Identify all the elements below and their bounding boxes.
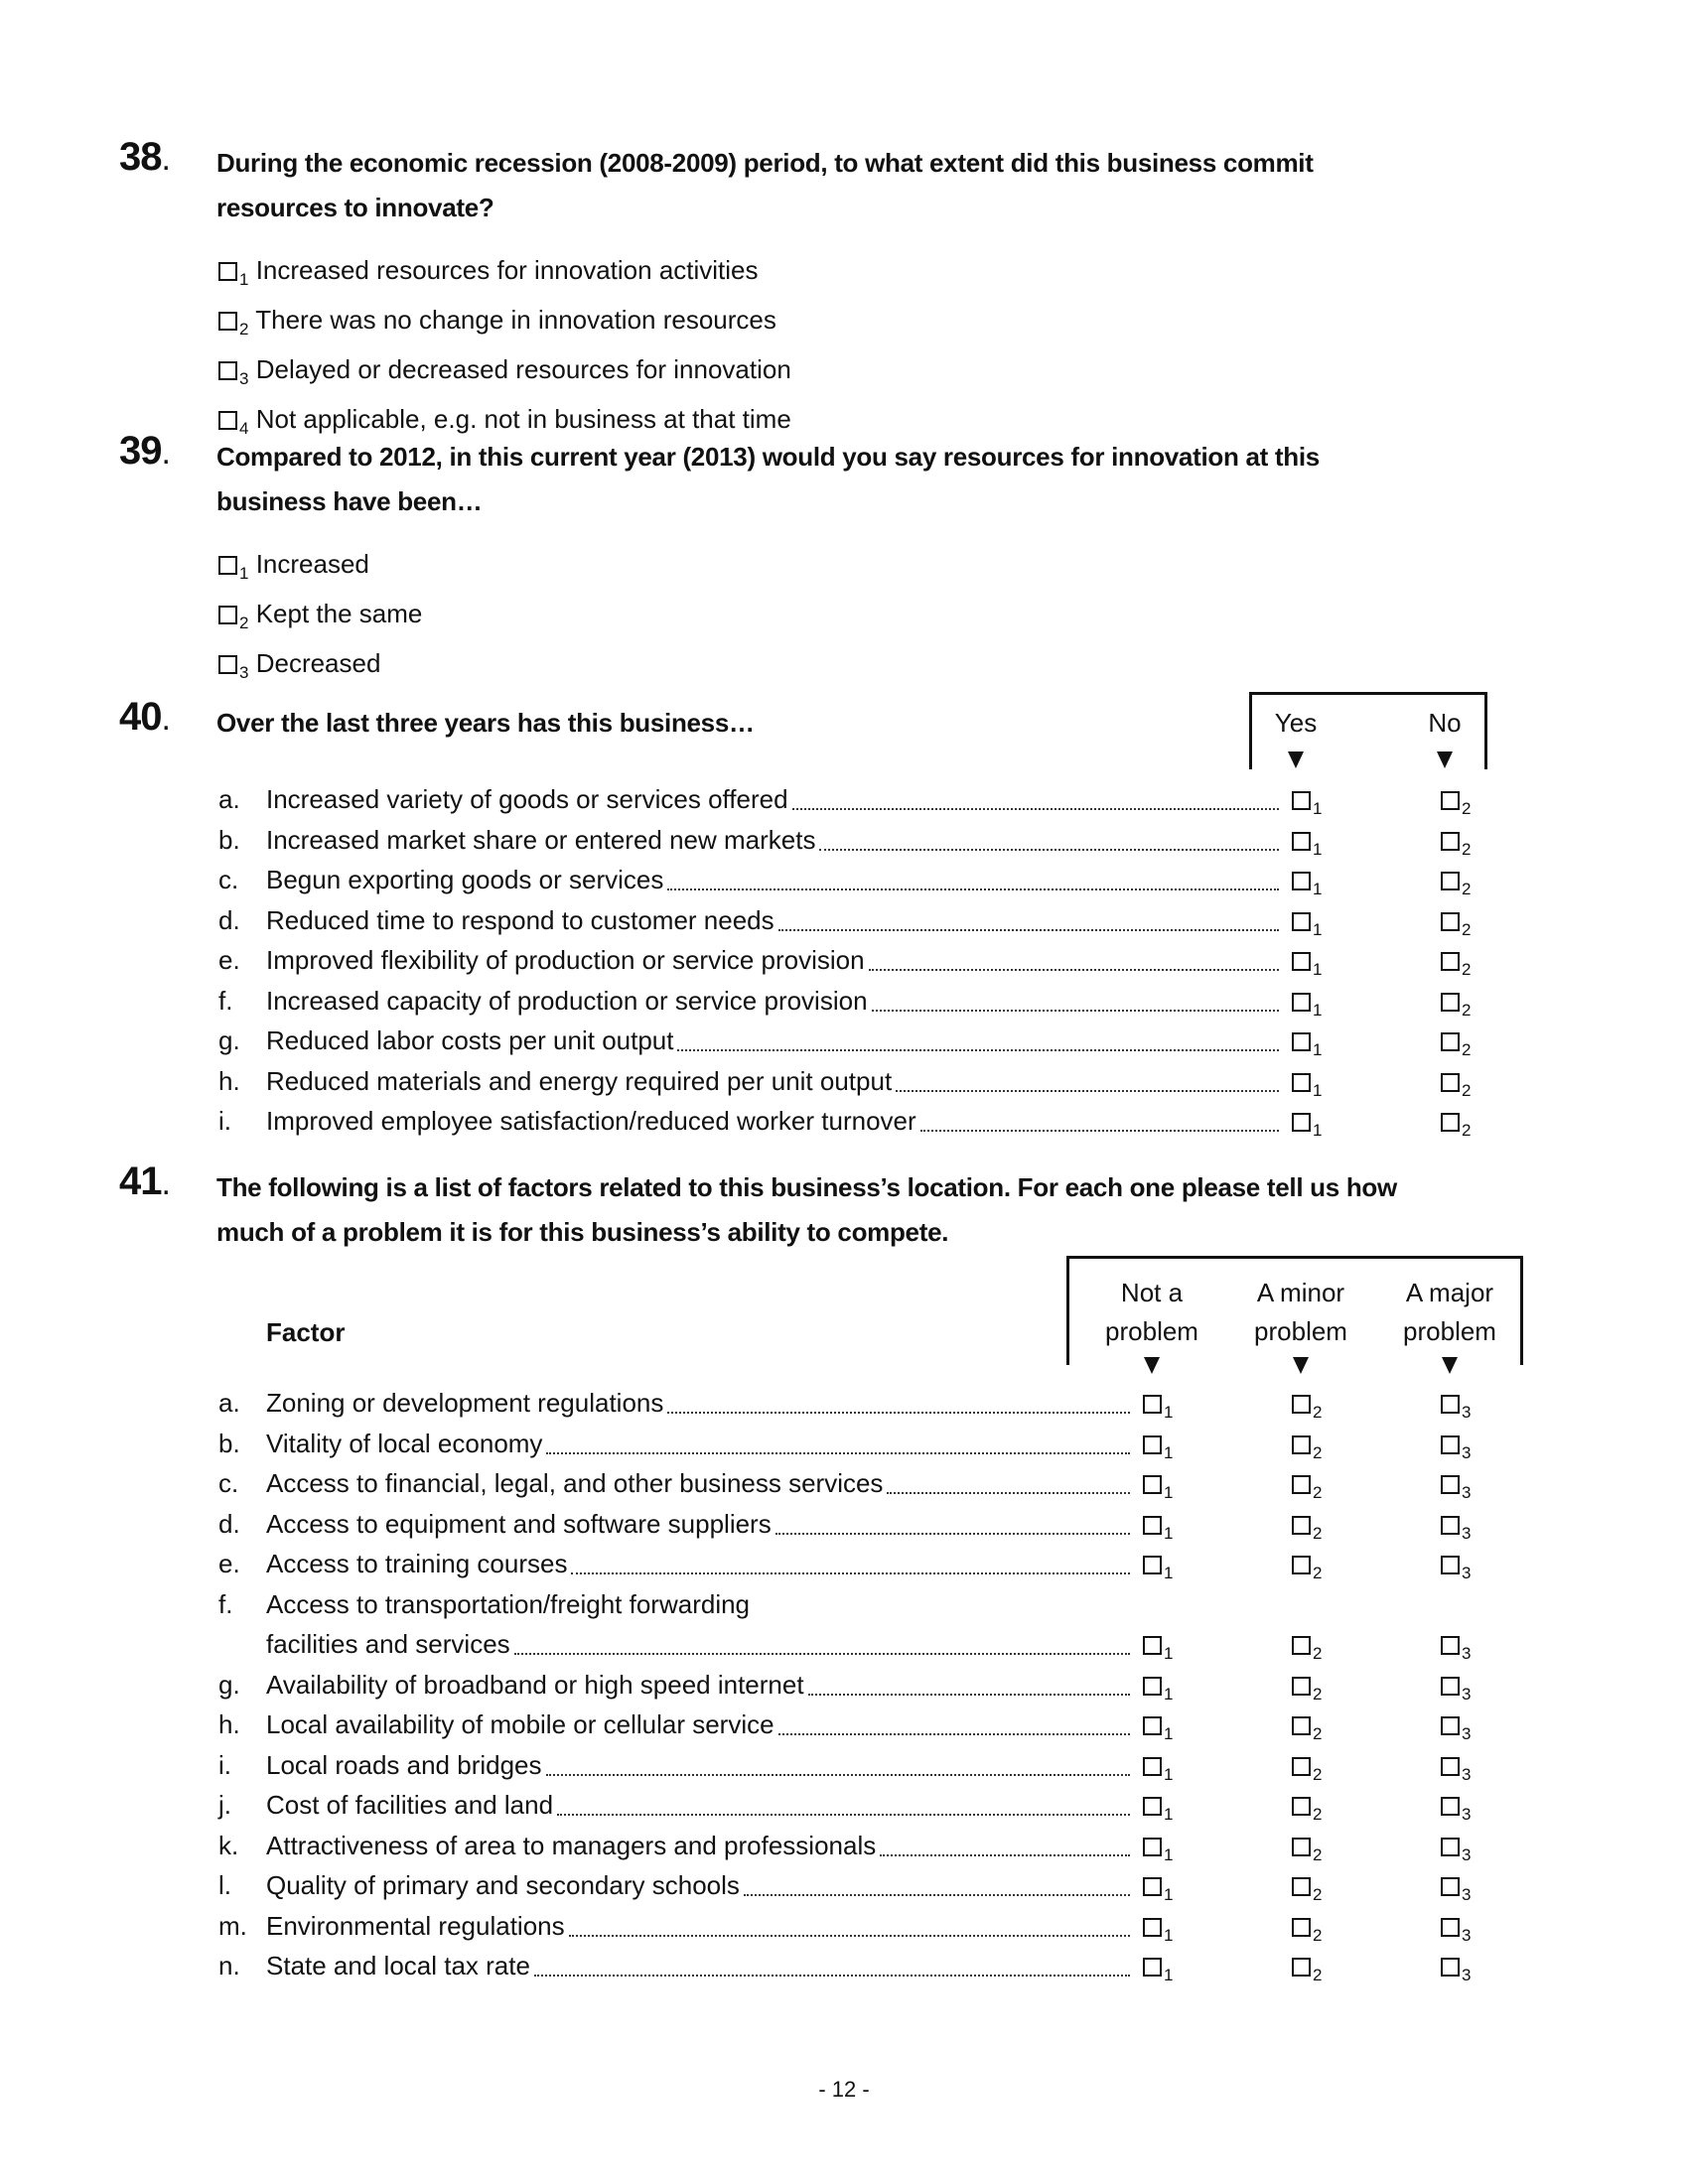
checkbox-icon[interactable] [1441, 791, 1460, 810]
item-letter: i. [218, 1106, 231, 1136]
item-letter: f. [218, 985, 233, 1016]
response-checkbox[interactable] [1441, 1946, 1471, 1995]
checkbox-code: 3 [1462, 1724, 1472, 1743]
checkbox-icon[interactable] [1143, 1556, 1162, 1574]
table-row [218, 1946, 1480, 1985]
checkbox-code: 1 [1164, 1564, 1174, 1582]
item-letter: c. [218, 865, 239, 894]
response-checkbox[interactable] [1292, 1946, 1322, 1995]
checkbox-icon[interactable] [218, 606, 237, 624]
checkbox-code: 2 [1462, 919, 1472, 939]
table-row [218, 1424, 1480, 1463]
question-40-title: Over the last three years has this business… [216, 708, 755, 738]
header-line-1: A major [1405, 1278, 1494, 1307]
table-row [218, 779, 1480, 819]
checkbox-code: 2 [1462, 1040, 1472, 1059]
checkbox-code: 2 [1462, 880, 1472, 898]
item-letter: h. [218, 1065, 240, 1096]
option-2[interactable] [218, 594, 422, 643]
item-letter: d. [218, 904, 240, 935]
option-code: 3 [239, 369, 249, 388]
checkbox-code: 1 [1164, 1966, 1174, 1984]
checkbox-code: 2 [1313, 1885, 1323, 1904]
header-line-1: Not a [1120, 1278, 1184, 1307]
title-line-1: During the economic recession (2008-2009) period, to what extent did this business commit [216, 148, 1314, 178]
option-code: 4 [239, 419, 249, 438]
checkbox-icon[interactable] [1143, 1918, 1162, 1937]
checkbox-icon[interactable] [1441, 1073, 1460, 1092]
dot-leader [920, 1130, 1279, 1132]
question-number-text: 40 [119, 695, 162, 739]
table-row [218, 900, 1480, 940]
checkbox-icon[interactable] [1441, 912, 1460, 931]
checkbox-icon[interactable] [1292, 1877, 1311, 1896]
option-3[interactable] [218, 643, 422, 693]
item-letter: d. [218, 1508, 240, 1539]
checkbox-code: 1 [1164, 1442, 1174, 1462]
table-row [218, 1061, 1480, 1101]
item-letter: g. [218, 1025, 240, 1055]
checkbox-icon[interactable] [1143, 1677, 1162, 1696]
checkbox-code: 1 [1164, 1483, 1174, 1502]
checkbox-icon[interactable] [1292, 1073, 1311, 1092]
checkbox-code: 2 [1313, 1724, 1323, 1743]
dot-leader [744, 1894, 1130, 1896]
checkbox-icon[interactable] [1292, 1636, 1311, 1655]
q41-column-not-a-problem-header [1087, 1274, 1216, 1351]
checkbox-icon[interactable] [1441, 1556, 1460, 1574]
question-number-41: 41. [119, 1160, 170, 1203]
checkbox-icon[interactable] [1292, 1556, 1311, 1574]
q41-column-minor-problem-header [1236, 1274, 1365, 1351]
title-line-2: business have been… [216, 486, 483, 516]
dot-leader [677, 1049, 1279, 1051]
checkbox-code: 1 [1313, 1000, 1323, 1020]
option-code: 2 [239, 614, 249, 632]
checkbox-icon[interactable] [1441, 1395, 1460, 1414]
checkbox-icon[interactable] [1441, 1113, 1460, 1132]
checkbox-icon[interactable] [1292, 1716, 1311, 1735]
checkbox-code: 3 [1462, 1885, 1472, 1904]
checkbox-icon[interactable] [1143, 1838, 1162, 1856]
checkbox-code: 1 [1164, 1844, 1174, 1864]
table-row [218, 1504, 1480, 1544]
item-letter: l. [218, 1870, 231, 1900]
checkbox-icon[interactable] [1292, 1032, 1311, 1051]
checkbox-icon[interactable] [1292, 912, 1311, 931]
item-label: Reduced labor costs per unit output [266, 1025, 674, 1055]
item-letter: i. [218, 1749, 231, 1780]
page-number: - 12 - [818, 2077, 870, 2102]
table-row [218, 1705, 1480, 1744]
checkbox-icon[interactable] [1143, 1757, 1162, 1776]
q40-column-yes-header: Yes [1274, 708, 1318, 738]
item-label: Zoning or development regulations [266, 1388, 664, 1418]
checkbox-icon[interactable] [1441, 1677, 1460, 1696]
checkbox-code: 2 [1313, 1442, 1323, 1462]
item-label: Increased variety of goods or services offered [266, 784, 788, 814]
item-letter: n. [218, 1951, 240, 1980]
checkbox-code: 2 [1462, 1080, 1472, 1100]
checkbox-icon[interactable] [1292, 791, 1311, 810]
checkbox-code: 1 [1164, 1885, 1174, 1904]
checkbox-code: 1 [1164, 1764, 1174, 1784]
item-label: Improved flexibility of production or service provision [266, 945, 865, 975]
q40-column-no-header: No [1428, 708, 1462, 738]
dot-leader [819, 849, 1279, 851]
item-letter: j. [218, 1790, 231, 1820]
checkbox-icon[interactable] [1441, 1716, 1460, 1735]
option-label: Increased resources for innovation activities [255, 255, 759, 285]
option-1[interactable] [218, 544, 422, 594]
item-label: Vitality of local economy [266, 1428, 543, 1458]
checkbox-icon[interactable] [218, 312, 237, 331]
down-arrow-icon [1442, 1357, 1458, 1374]
table-row [218, 1865, 1480, 1905]
checkbox-code: 1 [1313, 919, 1323, 939]
checkbox-code: 3 [1462, 1643, 1472, 1663]
checkbox-code: 1 [1313, 1121, 1323, 1140]
item-letter: m. [218, 1910, 247, 1941]
item-label: Availability of broadband or high speed internet [266, 1669, 804, 1700]
checkbox-code: 1 [1164, 1684, 1174, 1704]
option-code: 2 [239, 320, 249, 339]
item-label: Cost of facilities and land [266, 1790, 554, 1820]
item-letter: c. [218, 1468, 239, 1498]
item-label: Environmental regulations [266, 1910, 565, 1941]
checkbox-icon[interactable] [1292, 1757, 1311, 1776]
item-letter: k. [218, 1830, 239, 1860]
checkbox-icon[interactable] [1143, 1797, 1162, 1816]
checkbox-code: 3 [1462, 1805, 1472, 1824]
option-code: 3 [239, 663, 249, 682]
dot-leader [887, 1492, 1130, 1494]
table-row [218, 940, 1480, 980]
checkbox-code: 2 [1313, 1523, 1323, 1543]
checkbox-code: 1 [1313, 880, 1323, 898]
checkbox-icon[interactable] [1441, 832, 1460, 851]
checkbox-icon[interactable] [1441, 1516, 1460, 1535]
table-row [218, 1785, 1480, 1825]
item-label: Access to financial, legal, and other business services [266, 1468, 884, 1498]
checkbox-code: 2 [1313, 1764, 1323, 1784]
dot-leader [667, 888, 1279, 890]
down-arrow-icon [1288, 751, 1304, 768]
item-label: Access to training courses [266, 1549, 568, 1578]
checkbox-icon[interactable] [1441, 1958, 1460, 1977]
dot-leader [546, 1774, 1130, 1776]
down-arrow-icon [1437, 751, 1453, 768]
checkbox-code: 2 [1462, 960, 1472, 979]
checkbox-code: 1 [1164, 1925, 1174, 1945]
item-label: Attractiveness of area to managers and professionals [266, 1830, 877, 1860]
dot-leader [571, 1572, 1130, 1574]
dot-leader [872, 1010, 1279, 1012]
question-number-40: 40. [119, 695, 170, 739]
checkbox-code: 1 [1313, 960, 1323, 979]
checkbox-code: 3 [1462, 1966, 1472, 1984]
checkbox-code: 1 [1164, 1724, 1174, 1743]
checkbox-code: 3 [1462, 1764, 1472, 1784]
option-label: Increased [255, 549, 369, 579]
checkbox-icon[interactable] [1441, 952, 1460, 971]
checkbox-icon[interactable] [1441, 1475, 1460, 1494]
checkbox-icon[interactable] [1292, 1677, 1311, 1696]
checkbox-icon[interactable] [218, 262, 237, 281]
item-label: Begun exporting goods or services [266, 865, 664, 894]
option-label: Kept the same [255, 599, 423, 628]
checkbox-code: 2 [1313, 1483, 1323, 1502]
title-line-1: Compared to 2012, in this current year (2013) would you say resources for innovation at this [216, 442, 1320, 472]
question-number-text: 39 [119, 429, 162, 473]
checkbox-icon[interactable] [218, 411, 237, 430]
checkbox-icon[interactable] [1441, 1757, 1460, 1776]
question-38-options [218, 250, 791, 449]
table-row [218, 1826, 1480, 1865]
item-label: Local availability of mobile or cellular service [266, 1709, 774, 1739]
item-label: Reduced time to respond to customer needs [266, 904, 774, 935]
table-row [218, 820, 1480, 860]
checkbox-icon[interactable] [1441, 1918, 1460, 1937]
table-row [218, 1101, 1480, 1141]
question-38-title [216, 141, 1314, 230]
item-letter: a. [218, 1388, 240, 1418]
item-label: Reduced materials and energy required per unit output [266, 1065, 893, 1096]
checkbox-code: 1 [1313, 839, 1323, 859]
checkbox-code: 2 [1462, 799, 1472, 818]
table-row [218, 981, 1480, 1021]
checkbox-code: 2 [1313, 1403, 1323, 1422]
item-letter: b. [218, 1428, 240, 1458]
dot-leader [896, 1090, 1279, 1092]
question-number-38: 38. [119, 135, 170, 179]
question-number-39: 39. [119, 429, 170, 473]
checkbox-code: 3 [1462, 1442, 1472, 1462]
dot-leader [546, 1452, 1130, 1454]
checkbox-icon[interactable] [1143, 1395, 1162, 1414]
option-2[interactable] [218, 300, 791, 349]
dot-leader [667, 1412, 1130, 1414]
option-label: Decreased [255, 648, 381, 678]
checkbox-icon[interactable] [1441, 993, 1460, 1012]
header-line-1: A minor [1256, 1278, 1345, 1307]
checkbox-icon[interactable] [1292, 1838, 1311, 1856]
table-row [218, 1463, 1480, 1503]
checkbox-icon[interactable] [1292, 1516, 1311, 1535]
checkbox-icon[interactable] [218, 361, 237, 380]
checkbox-code: 1 [1164, 1403, 1174, 1422]
item-letter: b. [218, 824, 240, 855]
question-number-text: 38 [119, 135, 162, 179]
checkbox-icon[interactable] [1441, 1435, 1460, 1454]
header-line-2: problem [1254, 1316, 1347, 1346]
down-arrow-icon [1144, 1357, 1160, 1374]
item-letter: a. [218, 784, 240, 814]
checkbox-icon[interactable] [1143, 1435, 1162, 1454]
item-label-continued: facilities and services [266, 1628, 510, 1659]
item-letter: f. [218, 1588, 233, 1619]
checkbox-icon[interactable] [1292, 993, 1311, 1012]
checkbox-code: 3 [1462, 1564, 1472, 1582]
question-41-title [216, 1165, 1397, 1255]
title-line-2: much of a problem it is for this business’s ability to compete. [216, 1217, 949, 1247]
item-label: State and local tax rate [266, 1951, 530, 1980]
checkbox-code: 2 [1313, 1925, 1323, 1945]
dot-leader [534, 1975, 1130, 1977]
dot-leader [869, 969, 1279, 971]
item-label: Increased capacity of production or service provision [266, 985, 868, 1016]
table-row [218, 860, 1480, 899]
item-letter: h. [218, 1709, 240, 1739]
checkbox-code: 3 [1462, 1523, 1472, 1543]
checkbox-icon[interactable] [1441, 1032, 1460, 1051]
option-label: There was no change in innovation resources [255, 305, 776, 335]
item-label: Access to transportation/freight forwarding [266, 1588, 751, 1619]
checkbox-icon[interactable] [1292, 1395, 1311, 1414]
title-line-1: The following is a list of factors related to this business’s location. For each one please tell us how [216, 1172, 1397, 1202]
dot-leader [778, 1733, 1130, 1735]
checkbox-code: 2 [1313, 1844, 1323, 1864]
checkbox-icon[interactable] [1441, 1838, 1460, 1856]
checkbox-icon[interactable] [1292, 872, 1311, 890]
checkbox-code: 2 [1313, 1805, 1323, 1824]
checkbox-icon[interactable] [1441, 1797, 1460, 1816]
checkbox-code: 3 [1462, 1925, 1472, 1945]
checkbox-icon[interactable] [218, 655, 237, 674]
dot-leader [792, 808, 1279, 810]
option-3[interactable] [218, 349, 791, 399]
checkbox-icon[interactable] [1292, 1918, 1311, 1937]
checkbox-icon[interactable] [1143, 1877, 1162, 1896]
dot-leader [808, 1694, 1130, 1696]
item-label: Access to equipment and software suppliers [266, 1508, 772, 1539]
checkbox-code: 2 [1313, 1966, 1323, 1984]
checkbox-icon[interactable] [1143, 1516, 1162, 1535]
table-row [218, 1665, 1480, 1705]
checkbox-icon[interactable] [1292, 1113, 1311, 1132]
checkbox-code: 1 [1313, 1040, 1323, 1059]
checkbox-code: 3 [1462, 1403, 1472, 1422]
table-row [218, 1021, 1480, 1060]
q41-column-major-problem-header [1385, 1274, 1514, 1351]
item-label: Local roads and bridges [266, 1749, 542, 1780]
dot-leader [514, 1653, 1130, 1655]
dot-leader [880, 1854, 1130, 1856]
checkbox-code: 2 [1462, 1121, 1472, 1140]
checkbox-code: 2 [1462, 839, 1472, 859]
table-row [218, 1383, 1480, 1423]
checkbox-code: 3 [1462, 1483, 1472, 1502]
checkbox-code: 1 [1164, 1805, 1174, 1824]
factor-column-header: Factor [266, 1317, 346, 1347]
item-label: Quality of primary and secondary schools [266, 1870, 740, 1900]
checkbox-icon[interactable] [1143, 1716, 1162, 1735]
checkbox-icon[interactable] [1441, 1877, 1460, 1896]
dot-leader [569, 1935, 1130, 1937]
checkbox-code: 2 [1313, 1684, 1323, 1704]
checkbox-code: 1 [1313, 799, 1323, 818]
checkbox-icon[interactable] [1441, 872, 1460, 890]
checkbox-code: 2 [1313, 1564, 1323, 1582]
checkbox-code: 1 [1313, 1080, 1323, 1100]
checkbox-icon[interactable] [1292, 1797, 1311, 1816]
question-number-text: 41 [119, 1160, 162, 1203]
checkbox-icon[interactable] [1292, 832, 1311, 851]
table-row [218, 1544, 1480, 1583]
checkbox-icon[interactable] [1292, 1958, 1311, 1977]
item-label: Improved employee satisfaction/reduced worker turnover [266, 1106, 916, 1136]
option-1[interactable] [218, 250, 791, 300]
table-row [218, 1906, 1480, 1946]
option-code: 1 [239, 270, 249, 289]
question-39-options [218, 544, 422, 693]
checkbox-icon[interactable] [1292, 1435, 1311, 1454]
table-row [218, 1745, 1480, 1785]
checkbox-code: 2 [1462, 1000, 1472, 1020]
down-arrow-icon [1293, 1357, 1309, 1374]
item-label: Increased market share or entered new markets [266, 824, 816, 855]
question-39-title [216, 435, 1320, 524]
response-checkbox[interactable] [1143, 1946, 1173, 1995]
table-row [218, 1584, 1480, 1664]
checkbox-icon[interactable] [218, 556, 237, 575]
response-checkbox[interactable] [1292, 1101, 1322, 1151]
checkbox-icon[interactable] [1143, 1958, 1162, 1977]
item-letter: e. [218, 1549, 240, 1578]
checkbox-icon[interactable] [1143, 1475, 1162, 1494]
checkbox-code: 2 [1313, 1643, 1323, 1663]
response-checkbox[interactable] [1441, 1101, 1471, 1151]
item-letter: g. [218, 1669, 240, 1700]
checkbox-code: 3 [1462, 1844, 1472, 1864]
option-code: 1 [239, 564, 249, 583]
checkbox-icon[interactable] [1143, 1636, 1162, 1655]
checkbox-icon[interactable] [1292, 1475, 1311, 1494]
header-line-2: problem [1105, 1316, 1198, 1346]
checkbox-icon[interactable] [1292, 952, 1311, 971]
checkbox-icon[interactable] [1441, 1636, 1460, 1655]
checkbox-code: 1 [1164, 1643, 1174, 1663]
option-label: Delayed or decreased resources for innovation [255, 354, 791, 384]
dot-leader [557, 1814, 1130, 1816]
header-line-2: problem [1403, 1316, 1496, 1346]
checkbox-code: 3 [1462, 1684, 1472, 1704]
checkbox-code: 1 [1164, 1523, 1174, 1543]
title-line-2: resources to innovate? [216, 193, 494, 222]
dot-leader [775, 1533, 1130, 1535]
item-letter: e. [218, 945, 240, 975]
option-label: Not applicable, e.g. not in business at that time [255, 404, 791, 434]
dot-leader [778, 929, 1279, 931]
